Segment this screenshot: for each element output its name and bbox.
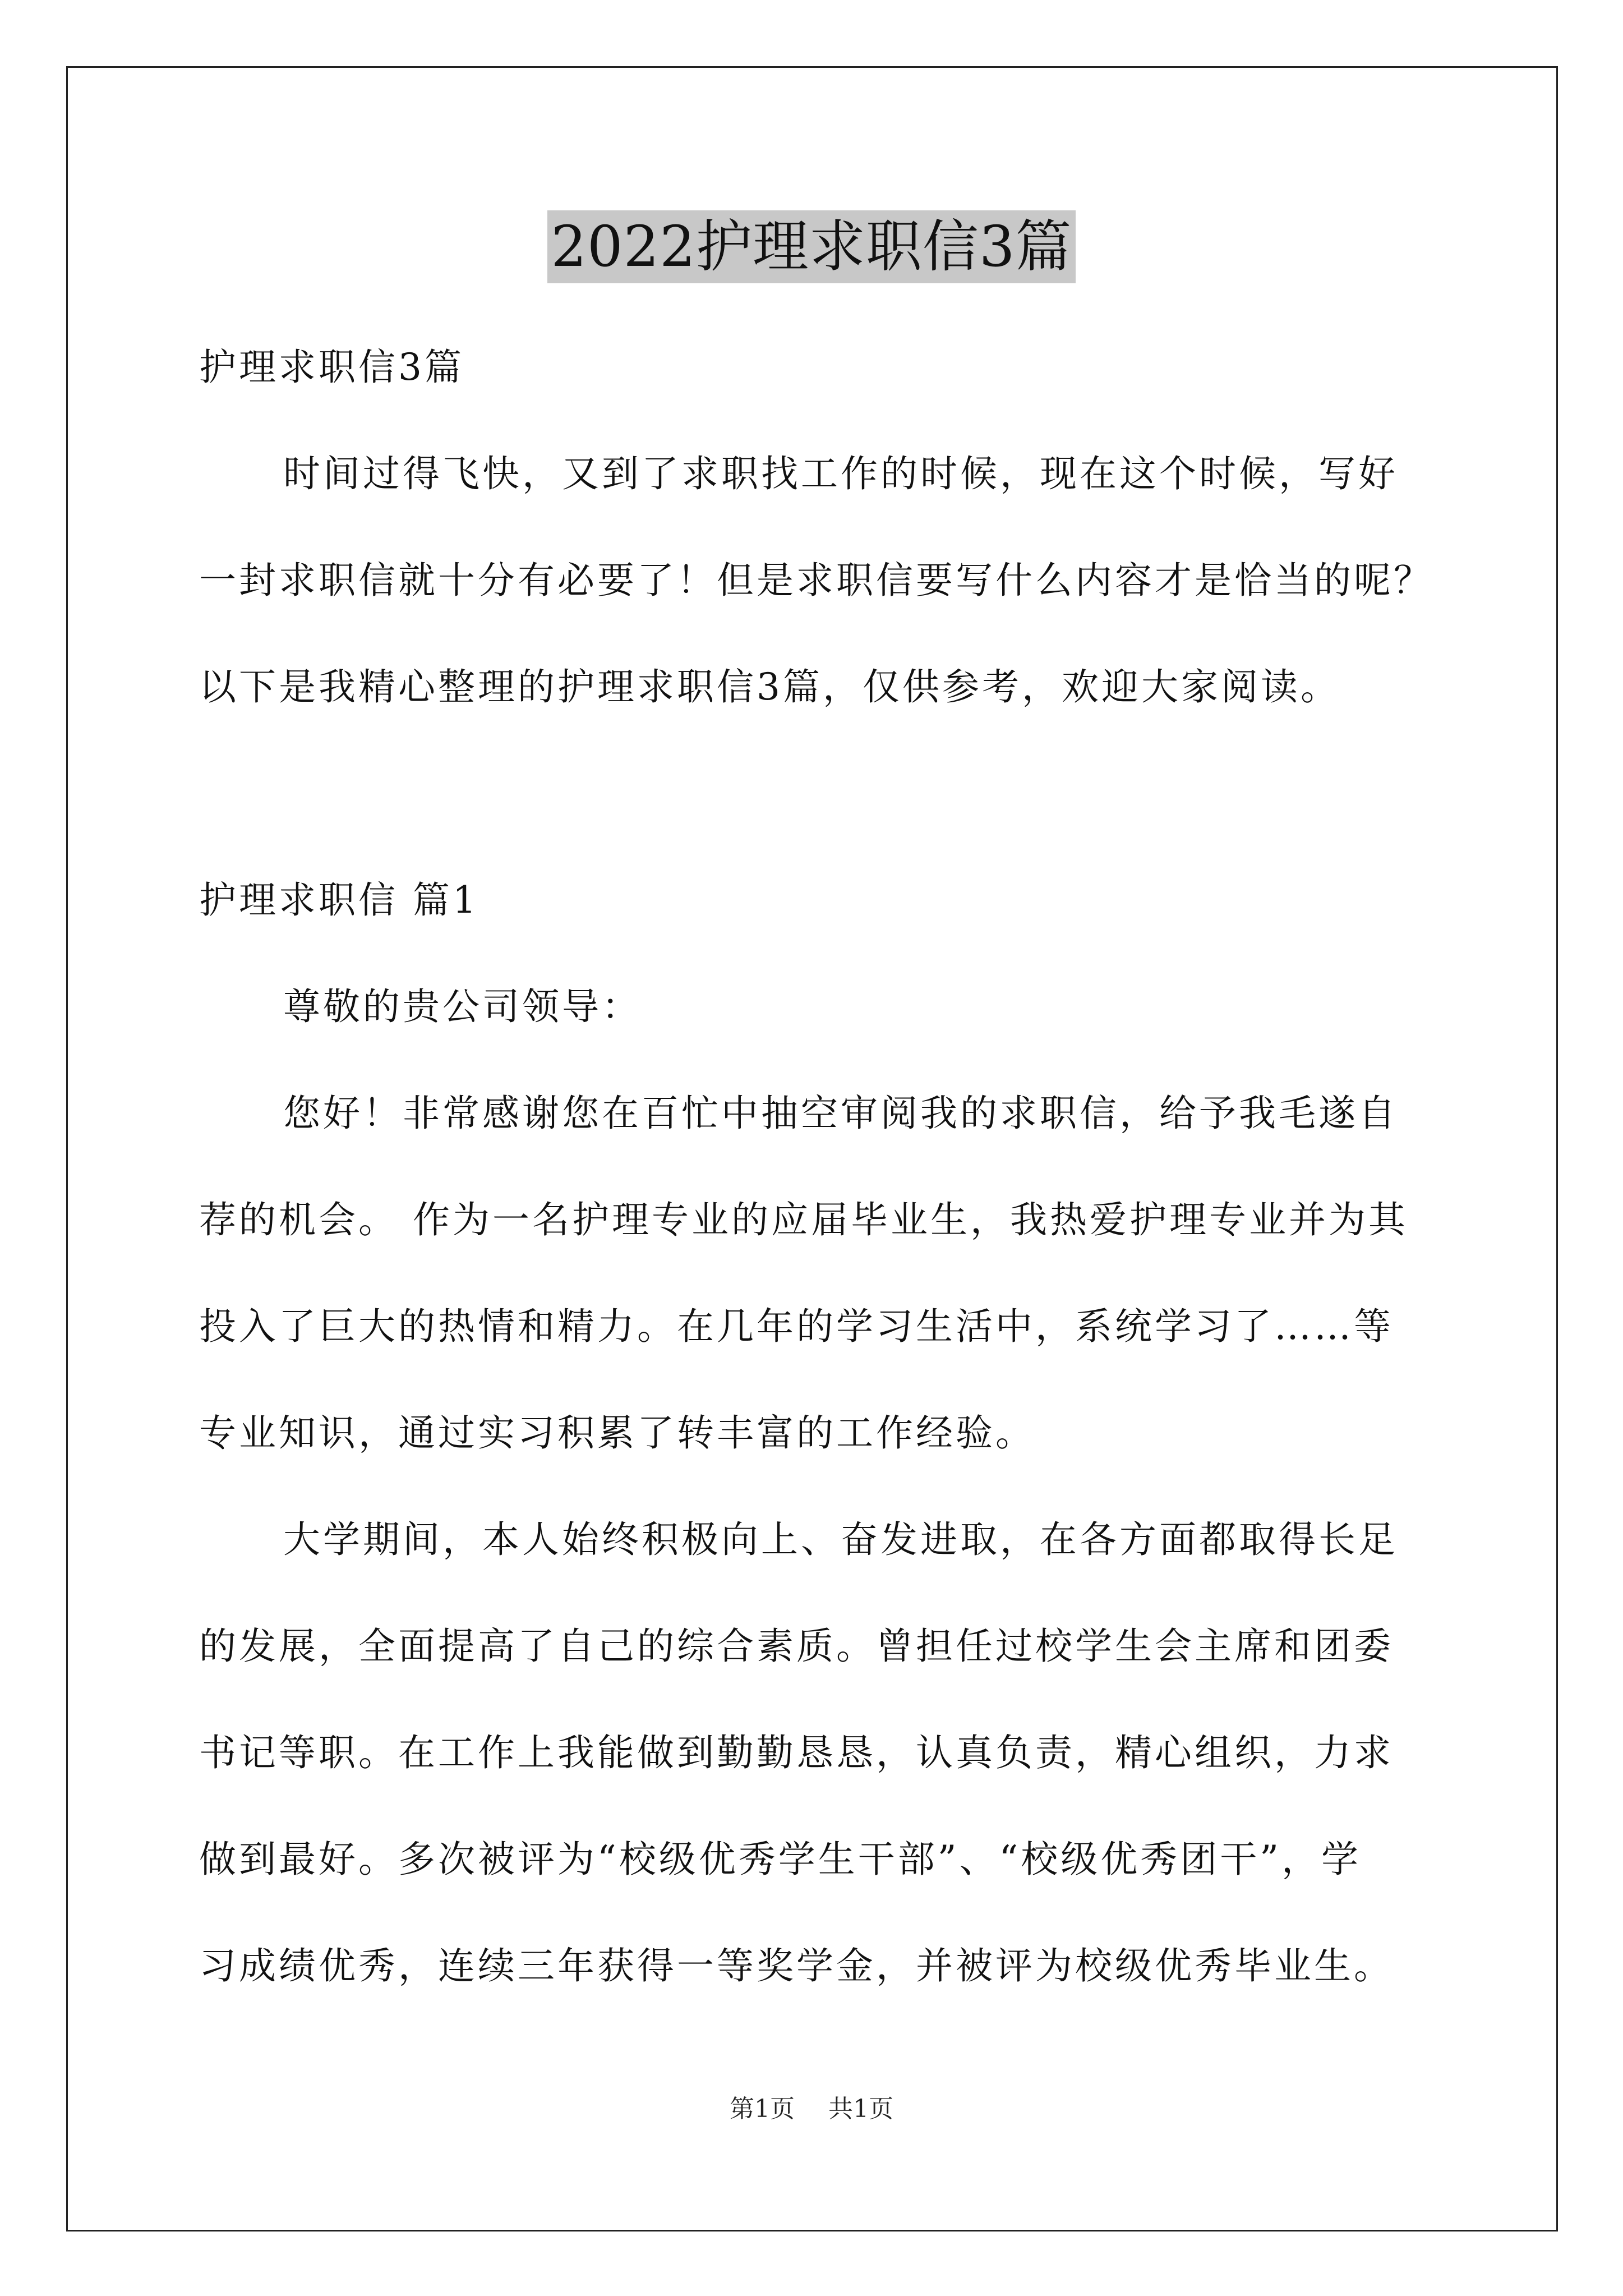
paragraph-line: 投入了巨大的热情和精力。在几年的学习生活中，系统学习了……等	[199, 1305, 1394, 1348]
document-body	[199, 314, 1433, 2019]
blank-line	[199, 740, 1433, 847]
paragraph-line: 以下是我精心整理的护理求职信3篇，仅供参考，欢迎大家阅读。	[199, 665, 1340, 708]
title-container	[0, 210, 1623, 283]
paragraph-line: 一封求职信就十分有必要了！但是求职信要写什么内容才是恰当的呢？	[199, 559, 1433, 602]
section-heading: 护理求职信3篇	[199, 346, 464, 389]
page-total: 共1页	[828, 2095, 893, 2123]
page-number: 第1页	[730, 2095, 795, 2123]
salutation: 尊敬的贵公司领导：	[283, 985, 642, 1028]
paragraph-line: 时间过得飞快，又到了求职找工作的时候，现在这个时候，写好	[283, 452, 1398, 495]
paragraph-line: 习成绩优秀，连续三年获得一等奖学金，并被评为校级优秀毕业生。	[199, 1944, 1394, 1987]
paragraph-line: 您好！非常感谢您在百忙中抽空审阅我的求职信，给予我毛遂自	[283, 1092, 1398, 1135]
paragraph-line: 大学期间，本人始终积极向上、奋发进取，在各方面都取得长足	[283, 1518, 1398, 1561]
paragraph-line: 书记等职。在工作上我能做到勤勤恳恳，认真负责，精心组织，力求	[199, 1731, 1394, 1774]
paragraph-line: 荐的机会。 作为一名护理专业的应届毕业生，我热爱护理专业并为其	[199, 1198, 1408, 1241]
paragraph-line: 专业知识，通过实习积累了转丰富的工作经验。	[199, 1411, 1035, 1455]
document-title: 2022护理求职信3篇	[547, 210, 1075, 283]
paragraph-line: 的发展，全面提高了自己的综合素质。曾担任过校学生会主席和团委	[199, 1625, 1394, 1668]
page-footer	[0, 2092, 1623, 2126]
paragraph-line: 做到最好。多次被评为“校级优秀学生干部”、“校级优秀团干”，学	[199, 1838, 1361, 1881]
section-heading: 护理求职信 篇1	[199, 878, 479, 922]
